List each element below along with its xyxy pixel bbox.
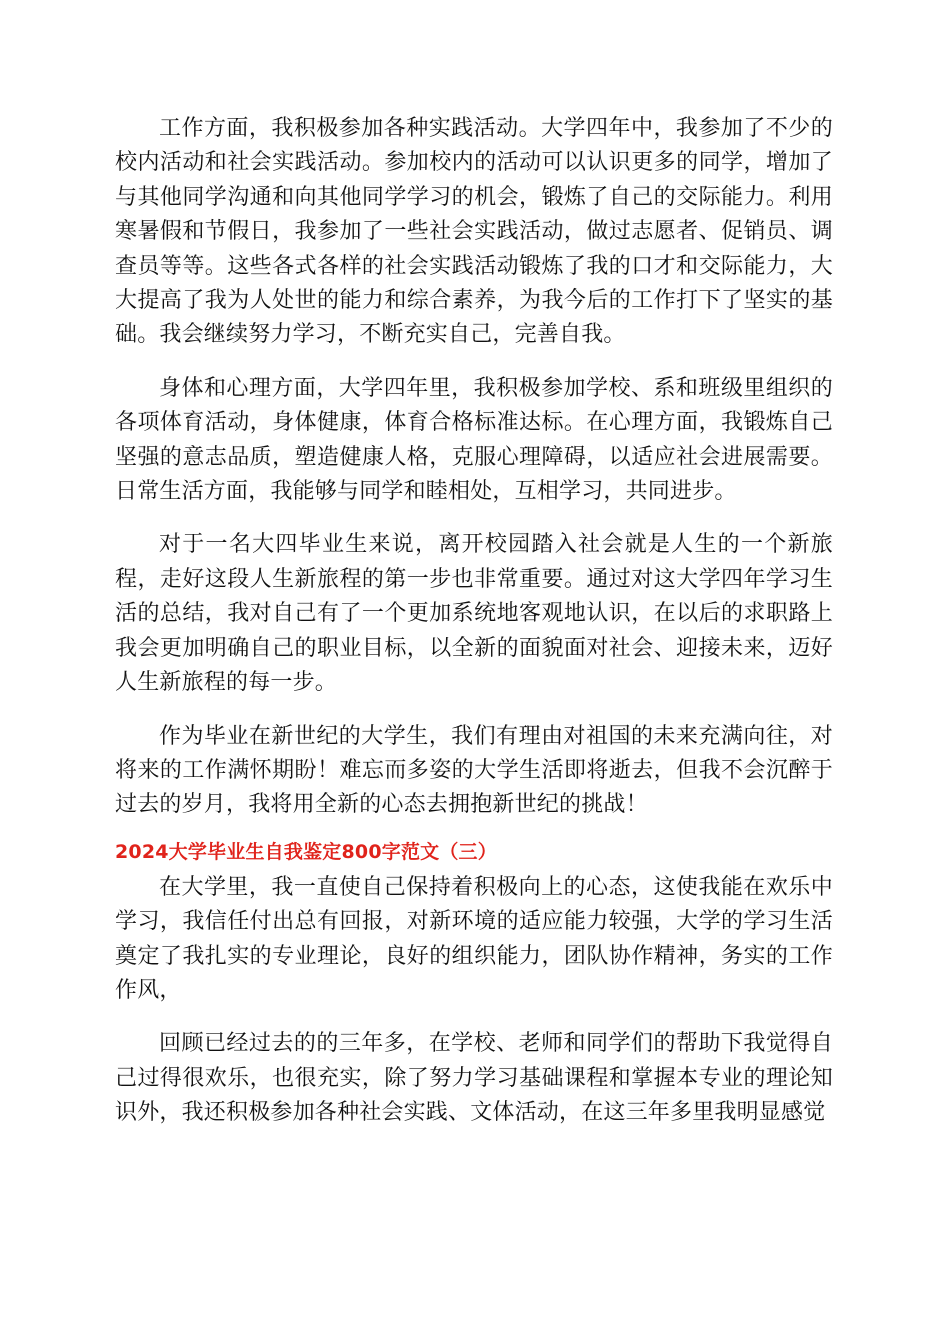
document-body xyxy=(115,112,833,1131)
section-heading: 2024大学毕业生自我鉴定800字范文（三） xyxy=(115,840,497,863)
paragraph-new-journey: 对于一名大四毕业生来说，离开校园踏入社会就是人生的一个新旅程，走好这段人生新旅程的第一步也非常重要。通过对这大学四年学习生活的总结，我对自己有了一个更加系统地客观地认识，在以后的求职路上我会更加明确自己的职业目标，以全新的面貌面对社会、迎接未来，迈好人生新旅程的每一步。 xyxy=(115,532,833,696)
paragraph-review: 回顾已经过去的的三年多，在学校、老师和同学们的帮助下我觉得自己过得很欢乐，也很充实，除了努力学习基础课程和掌握本专业的理论知识外，我还积极参加各种社会实践、文体活动，在这三年多里我明显感觉 xyxy=(115,1031,833,1126)
paragraph-new-century: 作为毕业在新世纪的大学生，我们有理由对祖国的未来充满向往，对将来的工作满怀期盼！难忘而多姿的大学生活即将逝去，但我不会沉醉于过去的岁月，我将用全新的心态去拥抱新世纪的挑战！ xyxy=(115,723,833,818)
paragraph-health: 身体和心理方面，大学四年里，我积极参加学校、系和班级里组织的各项体育活动，身体健康，体育合格标准达标。在心理方面，我锻炼自己坚强的意志品质，塑造健康人格，克服心理障碍，以适应社会进展需要。日常生活方面，我能够与同学和睦相处，互相学习，共同进步。 xyxy=(115,375,833,505)
paragraph-positive-attitude: 在大学里，我一直使自己保持着积极向上的心态，这使我能在欢乐中学习，我信任付出总有回报，对新环境的适应能力较强，大学的学习生活奠定了我扎实的专业理论，良好的组织能力，团队协作精神，务实的工作作风， xyxy=(115,874,833,1003)
paragraph-work: 工作方面，我积极参加各种实践活动。大学四年中，我参加了不少的校内活动和社会实践活动。参加校内的活动可以认识更多的同学，增加了与其他同学沟通和向其他同学学习的机会，锻炼了自己的交际能力。利用寒暑假和节假日，我参加了一些社会实践活动，做过志愿者、促销员、调查员等等。这些各式各样的社会实践活动锻炼了我的口才和交际能力，大大提高了我为人处世的能力和综合素养，为我今后的工作打下了坚实的基础。我会继续努力学习，不断充实自己，完善自我。 xyxy=(115,116,833,348)
